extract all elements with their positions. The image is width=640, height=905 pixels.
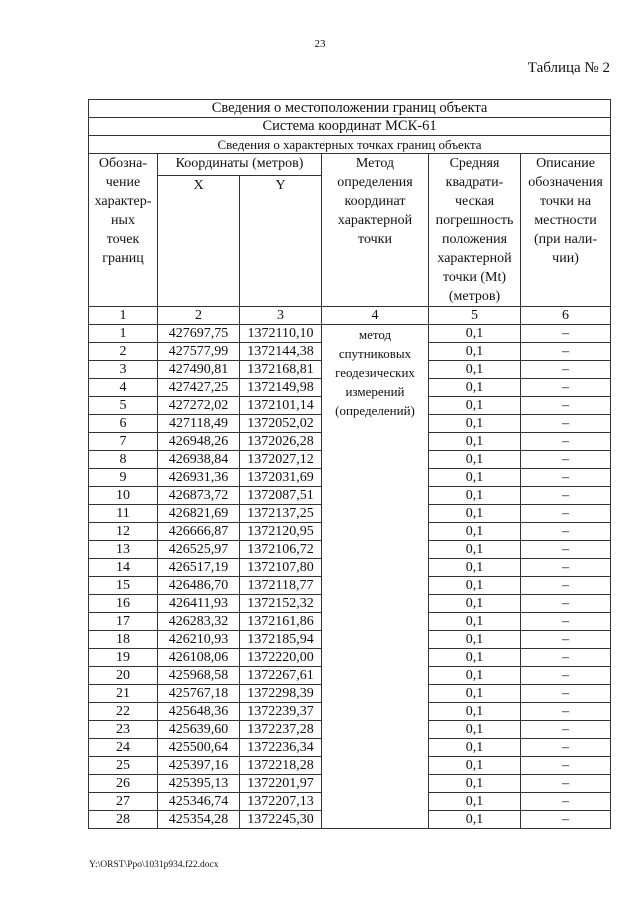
accuracy-value: 0,1 bbox=[429, 397, 521, 415]
accuracy-value: 0,1 bbox=[429, 451, 521, 469]
footer-file-path: Y:\ORST\Ppo\1031p934.f22.docx bbox=[89, 860, 219, 870]
description-value: – bbox=[521, 757, 611, 775]
accuracy-value: 0,1 bbox=[429, 343, 521, 361]
coord-x: 426525,97 bbox=[158, 541, 240, 559]
point-number: 22 bbox=[89, 703, 158, 721]
coord-y: 1372052,02 bbox=[240, 415, 322, 433]
header-description bbox=[521, 154, 611, 307]
column-number: 6 bbox=[521, 307, 611, 325]
title-coordinate-system: Система координат МСК-61 bbox=[89, 118, 611, 136]
header-y: Y bbox=[240, 176, 322, 307]
coord-x: 427577,99 bbox=[158, 343, 240, 361]
accuracy-value: 0,1 bbox=[429, 685, 521, 703]
header-point-designation bbox=[89, 154, 158, 307]
title-points: Сведения о характерных точках границ объекта bbox=[89, 136, 611, 154]
description-value: – bbox=[521, 487, 611, 505]
coord-x: 427118,49 bbox=[158, 415, 240, 433]
accuracy-value: 0,1 bbox=[429, 505, 521, 523]
point-number: 14 bbox=[89, 559, 158, 577]
coord-y: 1372149,98 bbox=[240, 379, 322, 397]
coord-x: 425395,13 bbox=[158, 775, 240, 793]
accuracy-value: 0,1 bbox=[429, 667, 521, 685]
coord-x: 426948,26 bbox=[158, 433, 240, 451]
description-value: – bbox=[521, 451, 611, 469]
description-value: – bbox=[521, 523, 611, 541]
accuracy-value: 0,1 bbox=[429, 649, 521, 667]
description-value: – bbox=[521, 433, 611, 451]
table-label: Таблица № 2 bbox=[527, 60, 610, 76]
coord-y: 1372237,28 bbox=[240, 721, 322, 739]
coordinates-table bbox=[88, 99, 611, 829]
accuracy-value: 0,1 bbox=[429, 559, 521, 577]
coord-y: 1372144,38 bbox=[240, 343, 322, 361]
accuracy-value: 0,1 bbox=[429, 523, 521, 541]
description-value: – bbox=[521, 505, 611, 523]
coord-x: 426821,69 bbox=[158, 505, 240, 523]
point-number: 10 bbox=[89, 487, 158, 505]
column-number: 5 bbox=[429, 307, 521, 325]
coord-x: 425500,64 bbox=[158, 739, 240, 757]
accuracy-value: 0,1 bbox=[429, 721, 521, 739]
point-number: 4 bbox=[89, 379, 158, 397]
description-value: – bbox=[521, 343, 611, 361]
point-number: 26 bbox=[89, 775, 158, 793]
header-accuracy bbox=[429, 154, 521, 307]
accuracy-value: 0,1 bbox=[429, 577, 521, 595]
point-number: 2 bbox=[89, 343, 158, 361]
coord-x: 426666,87 bbox=[158, 523, 240, 541]
coord-x: 426283,32 bbox=[158, 613, 240, 631]
description-value: – bbox=[521, 811, 611, 829]
coord-x: 427490,81 bbox=[158, 361, 240, 379]
coord-y: 1372107,80 bbox=[240, 559, 322, 577]
point-number: 5 bbox=[89, 397, 158, 415]
coord-y: 1372026,28 bbox=[240, 433, 322, 451]
point-number: 21 bbox=[89, 685, 158, 703]
description-value: – bbox=[521, 577, 611, 595]
accuracy-value: 0,1 bbox=[429, 415, 521, 433]
header-x: X bbox=[158, 176, 240, 307]
header-description-text: Описание обозначения точки на местности (при нали- чии) bbox=[528, 156, 603, 266]
coord-y: 1372298,39 bbox=[240, 685, 322, 703]
description-value: – bbox=[521, 541, 611, 559]
coord-x: 425354,28 bbox=[158, 811, 240, 829]
coord-x: 426486,70 bbox=[158, 577, 240, 595]
description-value: – bbox=[521, 793, 611, 811]
column-number: 4 bbox=[322, 307, 429, 325]
coord-x: 425767,18 bbox=[158, 685, 240, 703]
column-number: 3 bbox=[240, 307, 322, 325]
coord-y: 1372031,69 bbox=[240, 469, 322, 487]
point-number: 7 bbox=[89, 433, 158, 451]
coord-x: 427272,02 bbox=[158, 397, 240, 415]
description-value: – bbox=[521, 559, 611, 577]
description-value: – bbox=[521, 685, 611, 703]
coord-x: 425968,58 bbox=[158, 667, 240, 685]
point-number: 28 bbox=[89, 811, 158, 829]
page-number: 23 bbox=[314, 38, 326, 50]
accuracy-value: 0,1 bbox=[429, 811, 521, 829]
point-number: 3 bbox=[89, 361, 158, 379]
description-value: – bbox=[521, 361, 611, 379]
coord-x: 425648,36 bbox=[158, 703, 240, 721]
point-number: 24 bbox=[89, 739, 158, 757]
coord-y: 1372027,12 bbox=[240, 451, 322, 469]
description-value: – bbox=[521, 613, 611, 631]
coord-y: 1372236,34 bbox=[240, 739, 322, 757]
coord-x: 426108,06 bbox=[158, 649, 240, 667]
description-value: – bbox=[521, 325, 611, 343]
column-number: 1 bbox=[89, 307, 158, 325]
description-value: – bbox=[521, 415, 611, 433]
accuracy-value: 0,1 bbox=[429, 793, 521, 811]
coord-x: 426210,93 bbox=[158, 631, 240, 649]
coord-x: 426517,19 bbox=[158, 559, 240, 577]
coord-x: 427697,75 bbox=[158, 325, 240, 343]
coord-y: 1372201,97 bbox=[240, 775, 322, 793]
coord-y: 1372110,10 bbox=[240, 325, 322, 343]
coord-y: 1372137,25 bbox=[240, 505, 322, 523]
description-value: – bbox=[521, 721, 611, 739]
coord-y: 1372207,13 bbox=[240, 793, 322, 811]
coord-y: 1372267,61 bbox=[240, 667, 322, 685]
accuracy-value: 0,1 bbox=[429, 739, 521, 757]
point-number: 11 bbox=[89, 505, 158, 523]
description-value: – bbox=[521, 379, 611, 397]
point-number: 25 bbox=[89, 757, 158, 775]
point-number: 19 bbox=[89, 649, 158, 667]
point-number: 16 bbox=[89, 595, 158, 613]
point-number: 23 bbox=[89, 721, 158, 739]
coord-y: 1372218,28 bbox=[240, 757, 322, 775]
description-value: – bbox=[521, 649, 611, 667]
coord-x: 425639,60 bbox=[158, 721, 240, 739]
point-number: 18 bbox=[89, 631, 158, 649]
coord-y: 1372152,32 bbox=[240, 595, 322, 613]
description-value: – bbox=[521, 397, 611, 415]
description-value: – bbox=[521, 739, 611, 757]
accuracy-value: 0,1 bbox=[429, 379, 521, 397]
coord-y: 1372087,51 bbox=[240, 487, 322, 505]
coord-y: 1372120,95 bbox=[240, 523, 322, 541]
coord-x: 425397,16 bbox=[158, 757, 240, 775]
point-number: 9 bbox=[89, 469, 158, 487]
coord-x: 425346,74 bbox=[158, 793, 240, 811]
coord-y: 1372118,77 bbox=[240, 577, 322, 595]
accuracy-value: 0,1 bbox=[429, 469, 521, 487]
coord-y: 1372168,81 bbox=[240, 361, 322, 379]
point-number: 13 bbox=[89, 541, 158, 559]
coord-y: 1372239,37 bbox=[240, 703, 322, 721]
method-cell: метод спутниковых геодезических измерений (определений) bbox=[322, 325, 429, 829]
coord-x: 427427,25 bbox=[158, 379, 240, 397]
coord-x: 426411,93 bbox=[158, 595, 240, 613]
coord-y: 1372161,86 bbox=[240, 613, 322, 631]
description-value: – bbox=[521, 631, 611, 649]
coord-y: 1372106,72 bbox=[240, 541, 322, 559]
accuracy-value: 0,1 bbox=[429, 703, 521, 721]
point-number: 17 bbox=[89, 613, 158, 631]
coord-y: 1372101,14 bbox=[240, 397, 322, 415]
coord-x: 426938,84 bbox=[158, 451, 240, 469]
accuracy-value: 0,1 bbox=[429, 631, 521, 649]
description-value: – bbox=[521, 469, 611, 487]
point-number: 12 bbox=[89, 523, 158, 541]
point-number: 6 bbox=[89, 415, 158, 433]
accuracy-value: 0,1 bbox=[429, 757, 521, 775]
point-number: 1 bbox=[89, 325, 158, 343]
header-accuracy-text: Средняя квадрати- ческая погрешность положения характерной точки (Mt) (метров) bbox=[435, 156, 514, 304]
header-coordinates: Координаты (метров) bbox=[158, 154, 322, 176]
column-number: 2 bbox=[158, 307, 240, 325]
description-value: – bbox=[521, 775, 611, 793]
header-method bbox=[322, 154, 429, 307]
point-number: 27 bbox=[89, 793, 158, 811]
accuracy-value: 0,1 bbox=[429, 775, 521, 793]
description-value: – bbox=[521, 703, 611, 721]
header-point-designation-text: Обозна- чение характер- ных точек границ bbox=[94, 156, 152, 266]
accuracy-value: 0,1 bbox=[429, 541, 521, 559]
point-number: 20 bbox=[89, 667, 158, 685]
table-row bbox=[89, 325, 611, 343]
accuracy-value: 0,1 bbox=[429, 595, 521, 613]
accuracy-value: 0,1 bbox=[429, 487, 521, 505]
coord-x: 426931,36 bbox=[158, 469, 240, 487]
point-number: 15 bbox=[89, 577, 158, 595]
description-value: – bbox=[521, 595, 611, 613]
coord-x: 426873,72 bbox=[158, 487, 240, 505]
accuracy-value: 0,1 bbox=[429, 325, 521, 343]
coord-y: 1372185,94 bbox=[240, 631, 322, 649]
coord-y: 1372220,00 bbox=[240, 649, 322, 667]
accuracy-value: 0,1 bbox=[429, 361, 521, 379]
accuracy-value: 0,1 bbox=[429, 613, 521, 631]
title-location: Сведения о местоположении границ объекта bbox=[89, 100, 611, 118]
header-method-text: Метод определения координат характерной точки bbox=[337, 156, 413, 247]
description-value: – bbox=[521, 667, 611, 685]
coord-y: 1372245,30 bbox=[240, 811, 322, 829]
point-number: 8 bbox=[89, 451, 158, 469]
accuracy-value: 0,1 bbox=[429, 433, 521, 451]
